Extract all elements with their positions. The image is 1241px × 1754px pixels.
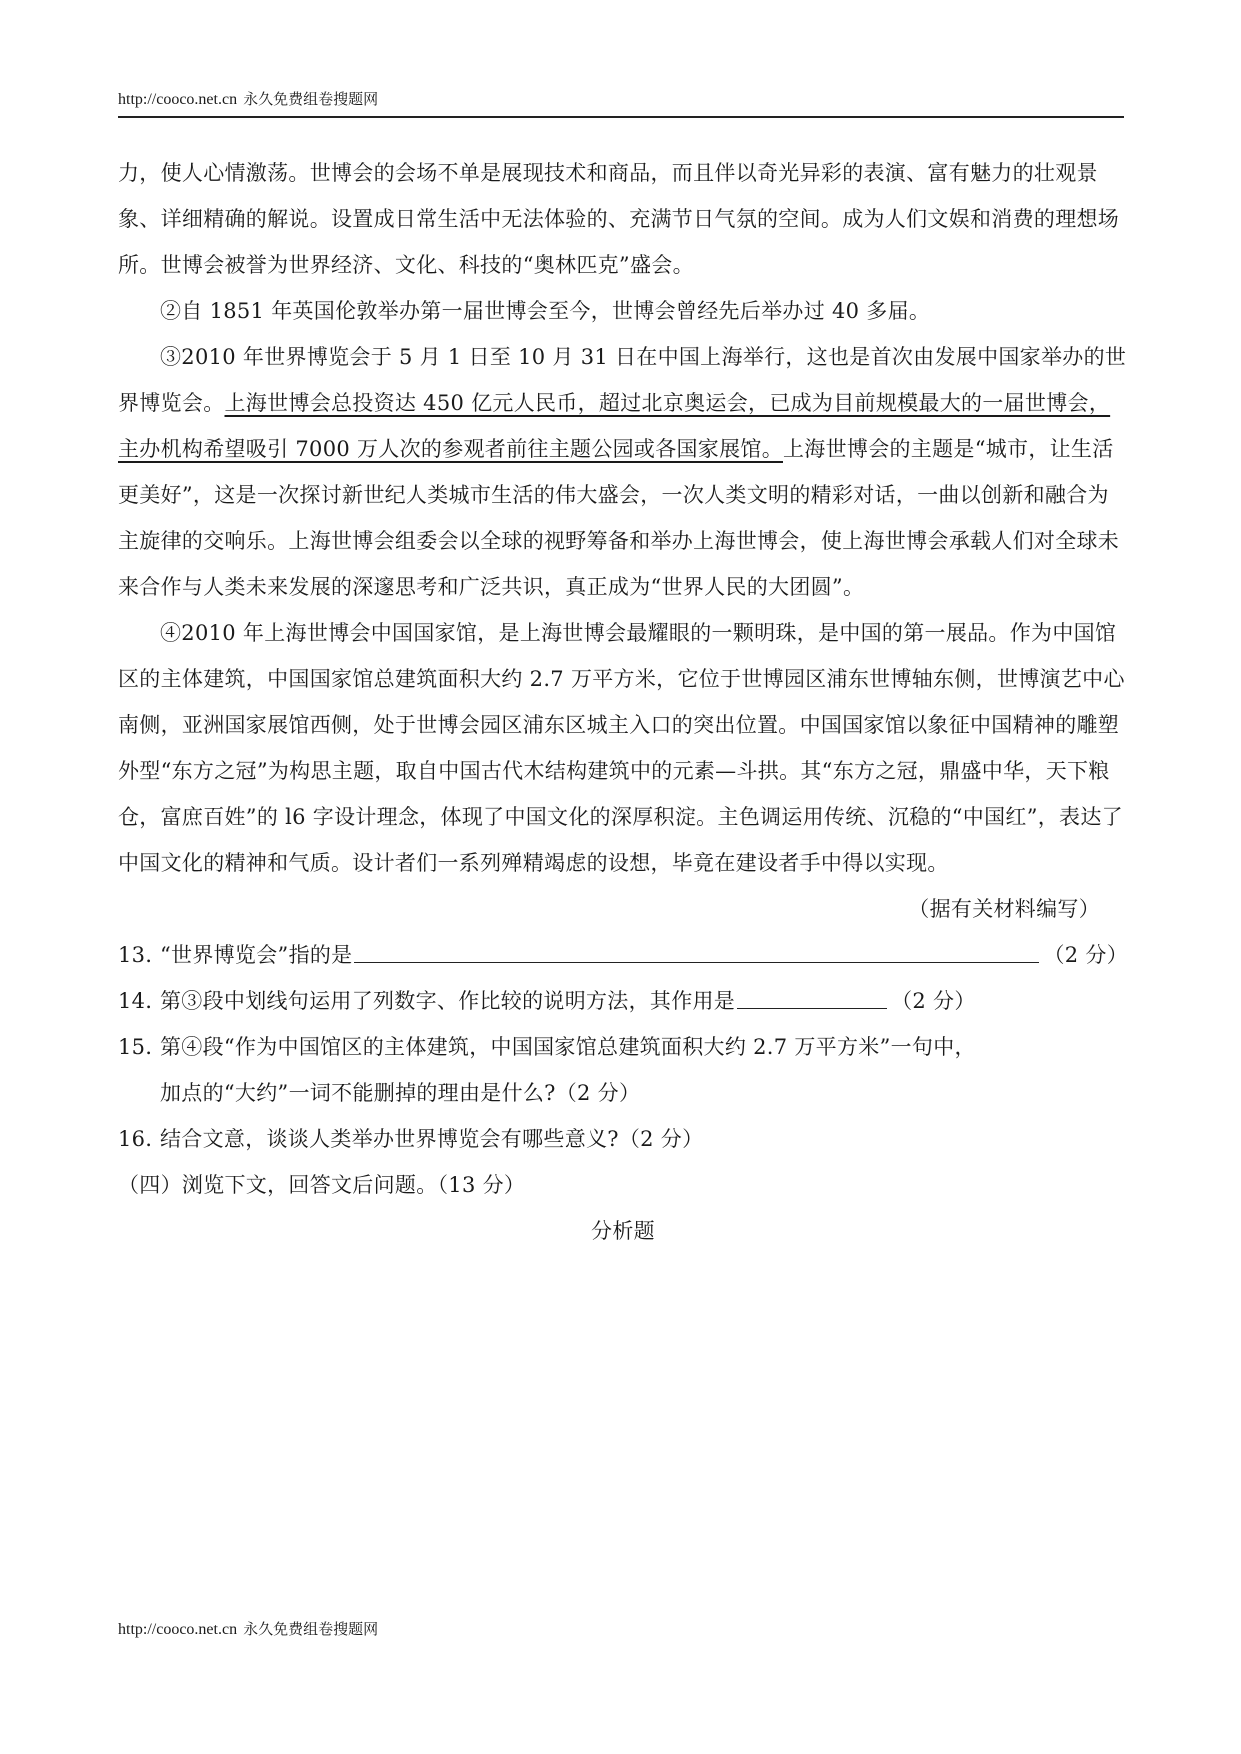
paragraph-3-rest: 上海世博会的主题是“城市，让生活更美好”，这是一次探讨新世纪人类城市生活的伟大盛会，一次人类文明的精彩对话，一曲以创新和融合为主旋律的交响乐。上海世博会组委会以全球的视野筹备和举办上海世博会，使上海世博会承载人们对全球未来合作与人类未来发展的深邃思考和广泛共识，真正成为“世界人民的大团圆”。 xyxy=(118,437,1120,599)
header-url: http://cooco.net.cn xyxy=(118,91,238,108)
underlined-sentence: 上海世博会总投资达 450 亿元人民币，超过北京奥运会，已成为目前规模最大的一届世博会，主办机构希望吸引 7000 万人次的参观者前往主题公园或各国家展馆。 xyxy=(118,391,1111,461)
question-14 xyxy=(118,978,1128,1024)
next-passage-title: 分析题 xyxy=(591,1219,655,1243)
source-note: （据有关材料编写） xyxy=(908,897,1100,921)
passage-paragraph-1: 力，使人心情激荡。世博会的会场不单是展现技术和商品，而且伴以奇光异彩的表演、富有魅力的壮观景象、详细精确的解说。设置成日常生活中无法体验的、充满节日气氛的空间。成为人们文娱和消费的理想场所。世博会被誉为世界经济、文化、科技的“奥林匹克”盛会。 xyxy=(118,161,1120,277)
page-footer xyxy=(118,1618,378,1641)
question-13 xyxy=(118,932,1128,978)
document-content xyxy=(118,150,1128,1254)
question-text: 第④段“作为中国馆区的主体建筑，中国国家馆总建筑面积大约 2.7 万平方米”一句中， xyxy=(160,1035,976,1059)
answer-blank[interactable] xyxy=(737,978,887,1009)
question-number: 13． xyxy=(118,943,167,967)
passage-paragraph-2: ②自 1851 年英国伦敦举办第一届世博会至今，世博会曾经先后举办过 40 多届。 xyxy=(160,299,931,323)
question-15 xyxy=(118,1024,1128,1070)
question-text: 第③段中划线句运用了列数字、作比较的说明方法，其作用是 xyxy=(160,989,736,1013)
question-number: 15． xyxy=(118,1035,167,1059)
paragraph-3-intro: ③2010 年世界博览会于 5 月 1 日至 10 月 31 日在中国上海举行，这也是首次由发展中国家举办的世界博览会。 xyxy=(118,345,1127,415)
question-text: 结合文意，谈谈人类举办世界博览会有哪些意义?（2 分） xyxy=(160,1127,704,1151)
question-score: （2 分） xyxy=(1043,943,1128,967)
question-text: “世界博览会”指的是 xyxy=(160,943,353,967)
section-4-heading: （四）浏览下文，回答文后问题。（13 分） xyxy=(118,1173,526,1197)
footer-site-name: 永久免费组卷搜题网 xyxy=(243,1620,379,1638)
question-15-continuation: 加点的“大约”一词不能删掉的理由是什么?（2 分） xyxy=(160,1081,641,1105)
footer-url: http://cooco.net.cn xyxy=(118,1621,238,1638)
passage-paragraph-3 xyxy=(118,334,1128,610)
page-header xyxy=(118,88,1124,118)
question-number: 14． xyxy=(118,989,167,1013)
question-score: （2 分） xyxy=(891,989,976,1013)
question-number: 16． xyxy=(118,1127,167,1151)
header-site-name: 永久免费组卷搜题网 xyxy=(243,90,379,108)
answer-blank[interactable] xyxy=(354,932,1039,963)
question-16 xyxy=(118,1116,1128,1162)
passage-paragraph-4: ④2010 年上海世博会中国国家馆，是上海世博会最耀眼的一颗明珠，是中国的第一展品。作为中国馆区的主体建筑，中国国家馆总建筑面积大约 2.7 万平方米，它位于世博园区浦东世博轴东侧，世博演艺中心南侧，亚洲国家展馆西侧，处于世博会园区浦东区城主入口的突出位置。中国国家馆以象征中国精神的雕塑外型“东方之冠”为构思主题，取自中国古代木结构建筑中的元素—斗拱。其“东方之冠，鼎盛中华，天下粮仓，富庶百姓”的 l6 字设计理念，体现了中国文化的深厚积淀。主色调运用传统、沉稳的“中国红”，表达了中国文化的精神和气质。设计者们一系列殚精竭虑的设想，毕竟在建设者手中得以实现。 xyxy=(118,621,1125,875)
